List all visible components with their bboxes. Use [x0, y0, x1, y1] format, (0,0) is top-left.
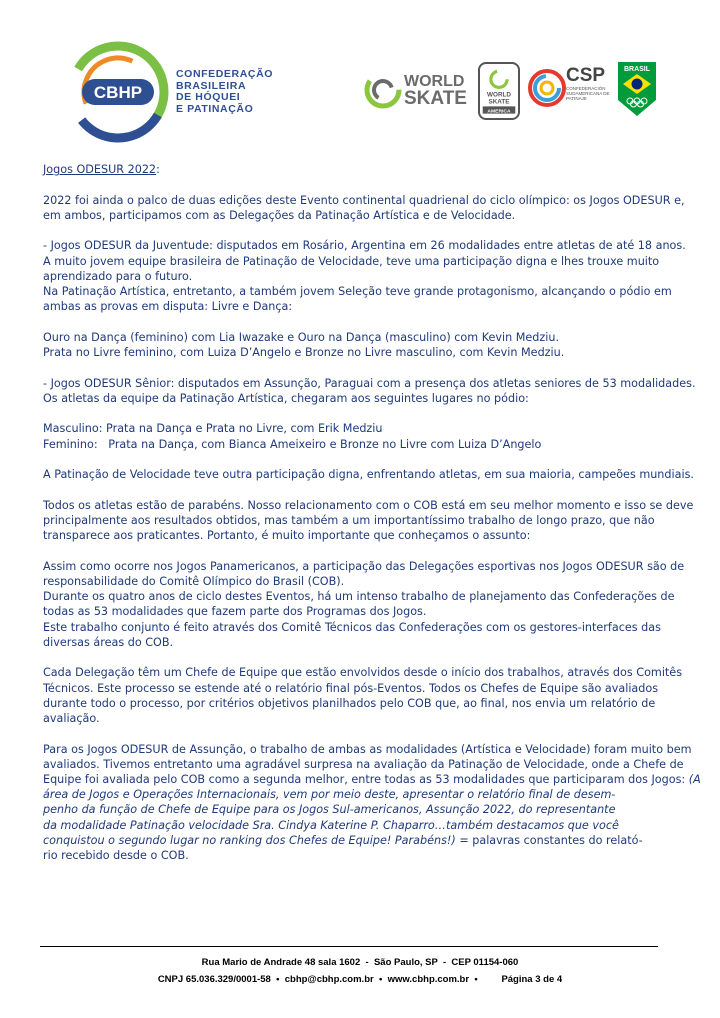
- text-line: Todos os atletas estão de parabéns. Nosso relacionamento com o COB está em seu melhor momento e isso se deve: [43, 498, 694, 512]
- text-line: ambas as provas em disputa: Livre e Dança:: [43, 300, 293, 314]
- text-line: rio recebido desde o COB.: [43, 849, 189, 863]
- cbhp-logo: [66, 40, 170, 144]
- text-line: Feminino: Prata na Dança, com Bianca Ameixeiro e Bronze no Livre com Luiza D’Angelo: [43, 437, 542, 451]
- text-line: 2022 foi ainda o palco de duas edições deste Evento continental quadrienal do ciclo olímpico: os Jogos ODESUR e,: [43, 193, 685, 207]
- world-skate-line: WORLD: [404, 73, 465, 90]
- wsa-line: SKATE: [488, 98, 510, 106]
- section-title: [43, 162, 683, 177]
- paragraph: [43, 467, 694, 482]
- text-line: Durante os quatro anos de ciclo destes Eventos, há um intenso trabalho de planejamento das Confederações de: [43, 590, 675, 604]
- cob-brasil-logo: [616, 60, 658, 118]
- text-line: todas as 53 modalidades que fazem parte dos Programas dos Jogos.: [43, 605, 427, 619]
- text-line: Os atletas da equipe da Patinação Artística, chegaram aos seguintes lugares no pódio:: [43, 391, 529, 405]
- text-line: em ambos, participamos com as Delegações da Patinação Artística e de Velocidade.: [43, 208, 516, 222]
- footer-cnpj: CNPJ 65.036.329/0001-58: [157, 974, 271, 985]
- paragraph: [43, 376, 696, 406]
- text-line: [43, 833, 683, 848]
- paragraph: [43, 498, 694, 544]
- text-line: Cada Delegação têm um Chefe de Equipe que estão envolvidos desde o início dos trabalhos, através dos Comitês: [43, 666, 683, 680]
- text-run: = palavras constantes do relató-: [459, 833, 643, 847]
- quote-line: penho da função de Chefe de Equipe para os Jogos Sul-americanos, Assunção 2022, do representante: [43, 803, 616, 817]
- cbhp-name-line: E PATINAÇÃO: [176, 102, 254, 115]
- text-line: Na Patinação Artística, entretanto, a também jovem Seleção teve grande protagonismo, alcançando o pódio em: [43, 285, 672, 298]
- text-line: principalmente aos resultados obtidos, mas também a um importantíssimo trabalho de longo prazo, que não: [43, 513, 655, 527]
- document-body: [43, 162, 701, 879]
- text-line: transparece aos praticantes. Portanto, é muito importante que conheçamos o assunto:: [43, 529, 531, 543]
- wsa-line: WORLD: [487, 91, 511, 99]
- text-line: Prata no Livre feminino, com Luiza D’Angelo e Bronze no Livre masculino, com Kevin Medziu.: [43, 346, 565, 359]
- paragraph: [43, 330, 683, 360]
- section-title-text: Jogos ODESUR 2022: [43, 163, 157, 176]
- footer-address: Rua Mario de Andrade 48 sala 1602 - São Paulo, SP - CEP 01154-060: [201, 957, 519, 968]
- cbhp-logo-acronym: CBHP: [93, 83, 143, 102]
- text-line: - Jogos ODESUR da Juventude: disputados em Rosário, Argentina em 26 modalidades entre atletas de até 18 anos.: [43, 239, 686, 253]
- paragraph: [43, 193, 683, 223]
- world-skate-icon: [364, 70, 402, 110]
- text-line: Este trabalho conjunto é feito através dos Comitê Técnicos das Confederações com os gestores-interfaces das: [43, 620, 661, 634]
- cbhp-name-line: DE HÓQUEI: [176, 91, 241, 103]
- footer-separator: •: [474, 974, 478, 985]
- text-line: durante todo o processo, por critérios objetivos planilhados pelo COB que, ao final, nos envia um relatório de: [43, 696, 656, 710]
- footer-divider: [40, 946, 658, 947]
- brasil-label: BRASIL: [623, 66, 651, 73]
- footer-page-number: Página 3 de 4: [501, 974, 563, 985]
- text-run: Equipe foi avaliada pelo COB como a segunda melhor, entre todas as 53 modalidades que participaram dos Jogos:: [43, 773, 689, 786]
- section-title-colon: :: [156, 163, 160, 176]
- cbhp-name-line: CONFEDERAÇÃO: [176, 68, 274, 80]
- footer: [0, 954, 720, 988]
- quote-line: área de Jogos e Operações Internacionais, vem por meio deste, apresentar o relatório final de desem-: [43, 788, 616, 802]
- csp-subtitle: CONFEDERACIÓN SUDAMERICANA DE PATINAJE: [566, 86, 610, 101]
- footer-email-link[interactable]: cbhp@cbhp.com.br: [284, 974, 374, 985]
- text-line: A muito jovem equipe brasileira de Patinação de Velocidade, teve uma participação digna e lhes trouxe muito: [43, 254, 660, 268]
- world-skate-line: SKATE: [404, 88, 467, 109]
- text-line: [43, 772, 701, 787]
- text-line: diversas áreas do COB.: [43, 635, 174, 649]
- quote-run: (A: [688, 773, 701, 786]
- letterhead: [0, 0, 720, 150]
- paragraph: [43, 742, 701, 864]
- footer-separator: •: [276, 974, 280, 985]
- text-line: Assim como ocorre nos Jogos Panamericanos, a participação das Delegações esportivas nos Jogos ODESUR são de: [43, 559, 685, 573]
- footer-separator: •: [378, 974, 383, 985]
- csp-wordmark: [566, 66, 622, 101]
- text-line: avaliação.: [43, 712, 100, 725]
- paragraph: [43, 559, 683, 650]
- csp-acronym: CSP: [566, 65, 606, 86]
- text-line: Para os Jogos ODESUR de Assunção, o trabalho de ambas as modalidades (Artística e Velocidade) foram muito bem: [43, 742, 692, 756]
- text-line: avaliados. Tivemos entretanto uma agradável surpresa na avaliação da Patinação de Velocidade, onde a Chefe de: [43, 757, 684, 771]
- csp-icon: [527, 66, 567, 110]
- quote-run: conquistou o segundo lugar no ranking dos Chefes de Equipe! Parabéns!): [43, 833, 460, 847]
- footer-contacts: [0, 971, 720, 988]
- text-line: A Patinação de Velocidade teve outra participação digna, enfrentando atletas, em sua maioria, campeões mundiais.: [43, 468, 694, 482]
- cbhp-name: [176, 69, 273, 115]
- text-line: aprendizado para o futuro.: [43, 269, 193, 283]
- text-line: Masculino: Prata na Dança e Prata no Livre, com Erik Medziu: [43, 422, 383, 436]
- paragraph: [43, 238, 686, 314]
- text-line: Ouro na Dança (feminino) com Lia Iwazake e Ouro na Dança (masculino) com Kevin Medziu.: [43, 330, 560, 344]
- paragraph: [43, 665, 683, 726]
- text-line: responsabilidade do Comitê Olímpico do Brasil (COB).: [43, 574, 345, 588]
- cbhp-name-line: BRASILEIRA: [176, 79, 247, 92]
- paragraph: [43, 421, 683, 451]
- text-line: - Jogos ODESUR Sênior: disputados em Assunção, Paraguai com a presença dos atletas seniores de 53 modalidades.: [43, 376, 696, 390]
- world-skate-wordmark: [404, 73, 467, 107]
- footer-website-link[interactable]: www.cbhp.com.br: [387, 974, 470, 985]
- wsa-line: AMERICA: [487, 109, 511, 115]
- text-line: Técnicos. Este processo se estende até o relatório final pós-Eventos. Todos os Chefes de Equipe são avaliados: [43, 681, 659, 695]
- world-skate-america-logo: [478, 62, 520, 120]
- quote-line: da modalidade Patinação velocidade Sra. Cindya Katerine P. Chaparro…também destacamos que você: [43, 818, 619, 832]
